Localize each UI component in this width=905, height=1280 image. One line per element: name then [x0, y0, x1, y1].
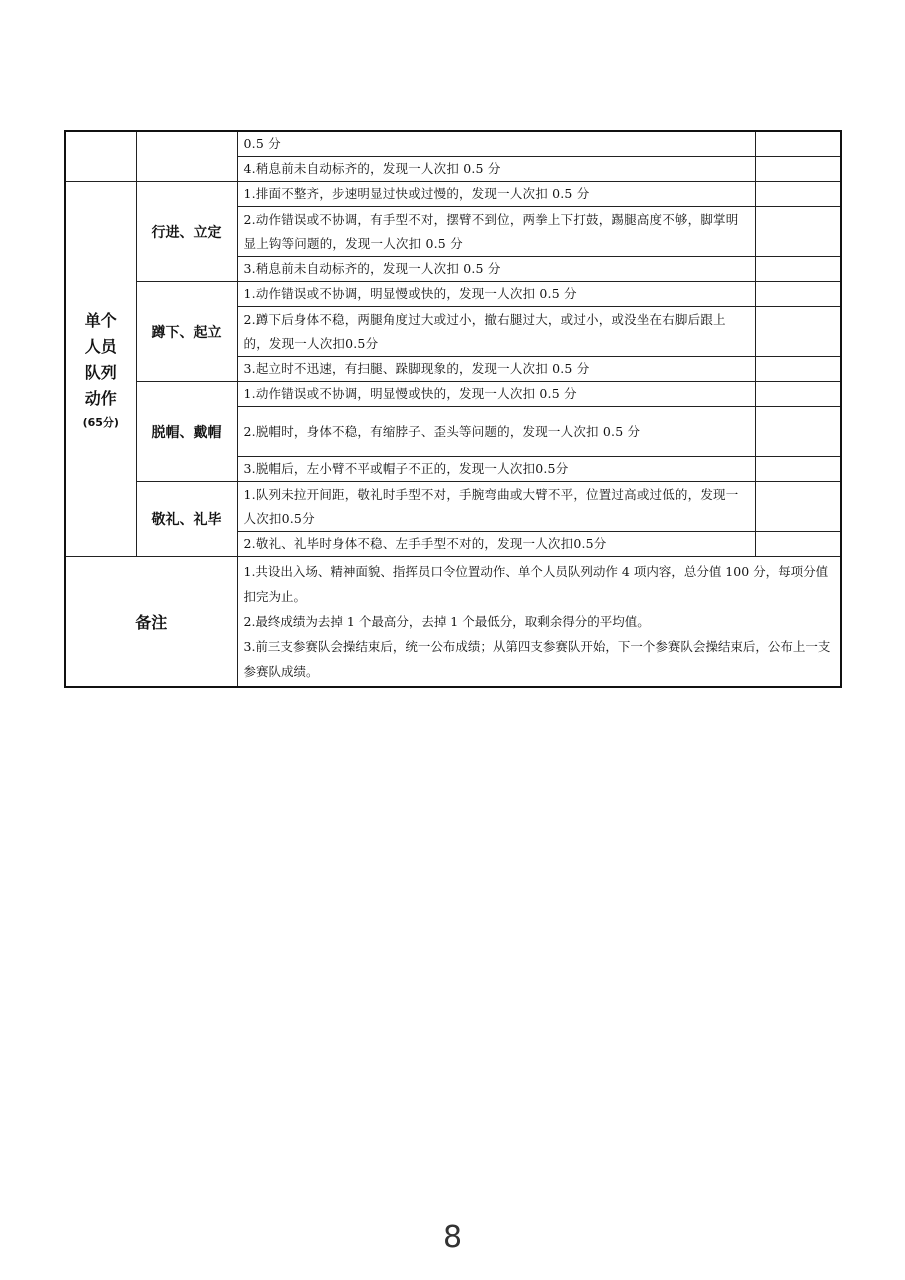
- criterion-text: 0.5 分: [237, 131, 755, 157]
- criterion-text: 1.队列未拉开间距，敬礼时手型不对，手腕弯曲或大臂不平，位置过高或过低的，发现一人次扣0.5分: [237, 482, 755, 532]
- score-cell: [755, 157, 841, 182]
- score-cell: [755, 307, 841, 357]
- score-cell: [755, 257, 841, 282]
- notes-cell: [237, 557, 841, 688]
- note-item: 3.前三支参赛队会操结束后，统一公布成绩；从第四支参赛队开始，下一个参赛队会操结束后，公布上一支参赛队成绩。: [243, 639, 831, 679]
- criterion-text: 2.蹲下后身体不稳，两腿角度过大或过小，撤右腿过大，或过小，或没坐在右脚后跟上的，发现一人次扣0.5分: [237, 307, 755, 357]
- continuation-category-cell: [65, 131, 136, 182]
- score-cell: [755, 482, 841, 532]
- score-cell: [755, 182, 841, 207]
- continuation-sub-cell: [136, 131, 237, 182]
- category-points: (65分): [82, 416, 119, 429]
- score-cell: [755, 282, 841, 307]
- subitem-label: 脱帽、戴帽: [136, 382, 237, 482]
- criterion-text: 2.脱帽时，身体不稳，有缩脖子、歪头等问题的，发现一人次扣 0.5 分: [237, 407, 755, 457]
- subitem-label: 敬礼、礼毕: [136, 482, 237, 557]
- criterion-text: 4.稍息前未自动标齐的，发现一人次扣 0.5 分: [237, 157, 755, 182]
- criterion-text: 1.动作错误或不协调，明显慢或快的，发现一人次扣 0.5 分: [237, 382, 755, 407]
- score-cell: [755, 382, 841, 407]
- category-cell: [65, 182, 136, 557]
- score-cell: [755, 357, 841, 382]
- subitem-label: 行进、立定: [136, 182, 237, 282]
- criterion-text: 3.脱帽后，左小臂不平或帽子不正的，发现一人次扣0.5分: [237, 457, 755, 482]
- criterion-text: 3.起立时不迅速，有扫腿、跺脚现象的，发现一人次扣 0.5 分: [237, 357, 755, 382]
- note-item: 2.最终成绩为去掉 1 个最高分，去掉 1 个最低分，取剩余得分的平均值。: [243, 614, 650, 629]
- notes-label: 备注: [65, 557, 237, 688]
- note-item: 1.共设出入场、精神面貌、指挥员口令位置动作、单个人员队列动作 4 项内容，总分值 100 分，每项分值扣完为止。: [243, 564, 829, 604]
- scoring-table: [64, 130, 842, 688]
- page-number: 8: [442, 1220, 463, 1255]
- score-cell: [755, 532, 841, 557]
- score-cell: [755, 131, 841, 157]
- category-title: 单个人员队列动作: [84, 311, 117, 408]
- criterion-text: 2.动作错误或不协调，有手型不对，摆臂不到位，两拳上下打鼓，踢腿高度不够，脚掌明显上钩等问题的，发现一人次扣 0.5 分: [237, 207, 755, 257]
- criterion-text: 2.敬礼、礼毕时身体不稳、左手手型不对的，发现一人次扣0.5分: [237, 532, 755, 557]
- score-cell: [755, 407, 841, 457]
- criterion-text: 1.排面不整齐，步速明显过快或过慢的，发现一人次扣 0.5 分: [237, 182, 755, 207]
- score-cell: [755, 207, 841, 257]
- score-cell: [755, 457, 841, 482]
- criterion-text: 1.动作错误或不协调，明显慢或快的，发现一人次扣 0.5 分: [237, 282, 755, 307]
- criterion-text: 3.稍息前未自动标齐的，发现一人次扣 0.5 分: [237, 257, 755, 282]
- subitem-label: 蹲下、起立: [136, 282, 237, 382]
